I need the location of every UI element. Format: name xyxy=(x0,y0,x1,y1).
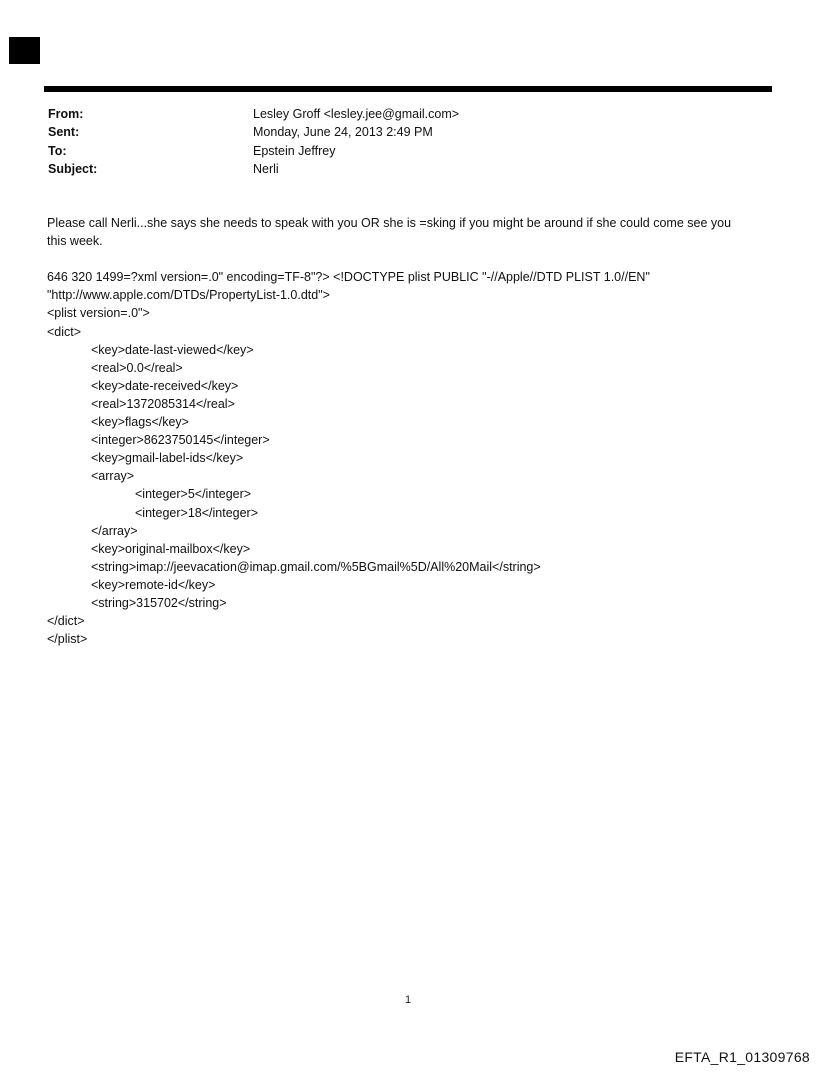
body-line xyxy=(47,250,787,268)
body-line: <integer>8623750145</integer> xyxy=(91,433,270,448)
body-line: <key>gmail-label-ids</key> xyxy=(91,451,244,466)
header-field-label: From: xyxy=(48,107,84,121)
body-line: 646 320 1499=?xml version=.0" encoding=TF-8"?> <!DOCTYPE plist PUBLIC "-//Apple//DTD PLIST 1.0//EN" xyxy=(47,270,650,285)
body-line: <key>date-last-viewed</key> xyxy=(91,342,254,357)
body-line: <dict> xyxy=(47,324,82,339)
body-line: <real>1372085314</real> xyxy=(91,396,235,411)
header-field-value: Nerli xyxy=(253,162,279,177)
body-line: <string>315702</string> xyxy=(91,595,227,610)
body-line: <key>remote-id</key> xyxy=(91,577,216,592)
body-line: this week. xyxy=(47,234,103,249)
body-line: <string>imap://jeevacation@imap.gmail.com/%5BGmail%5D/All%20Mail</string> xyxy=(91,559,541,574)
header-row xyxy=(48,142,768,160)
body-line: <key>flags</key> xyxy=(91,415,189,430)
header-divider-rule xyxy=(44,86,772,92)
body-line: <plist version=.0"> xyxy=(47,306,150,321)
email-body xyxy=(47,214,787,648)
header-row xyxy=(48,160,768,178)
page-number: 1 xyxy=(404,994,412,1006)
redaction-box xyxy=(9,37,40,64)
body-line: </dict> xyxy=(47,614,85,629)
body-line: "http://www.apple.com/DTDs/PropertyList-1.0.dtd"> xyxy=(47,288,330,303)
body-line: <real>0.0</real> xyxy=(91,360,183,375)
body-line: <array> xyxy=(91,469,135,484)
header-field-label: Subject: xyxy=(48,162,98,177)
header-field-value: Epstein Jeffrey xyxy=(253,143,336,158)
body-line: <key>original-mailbox</key> xyxy=(91,541,251,556)
header-field-label: To: xyxy=(48,143,67,158)
body-line: <integer>5</integer> xyxy=(135,487,252,502)
body-line: </array> xyxy=(91,523,138,538)
email-header xyxy=(48,105,768,179)
body-line: <key>date-received</key> xyxy=(91,378,239,393)
body-line: <integer>18</integer> xyxy=(135,505,259,520)
header-field-label: Sent: xyxy=(48,125,80,140)
header-field-value: Monday, June 24, 2013 2:49 PM xyxy=(253,125,433,140)
header-row xyxy=(48,123,768,141)
body-line: </plist> xyxy=(47,632,88,647)
header-field-value: Lesley Groff <lesley.jee@gmail.com> xyxy=(253,107,460,121)
body-line: Please call Nerli...she says she needs to speak with you OR she is =sking if you might be around if she could come see you xyxy=(47,216,732,230)
header-row xyxy=(48,105,768,123)
bates-number: EFTA_R1_01309768 xyxy=(674,1049,810,1065)
